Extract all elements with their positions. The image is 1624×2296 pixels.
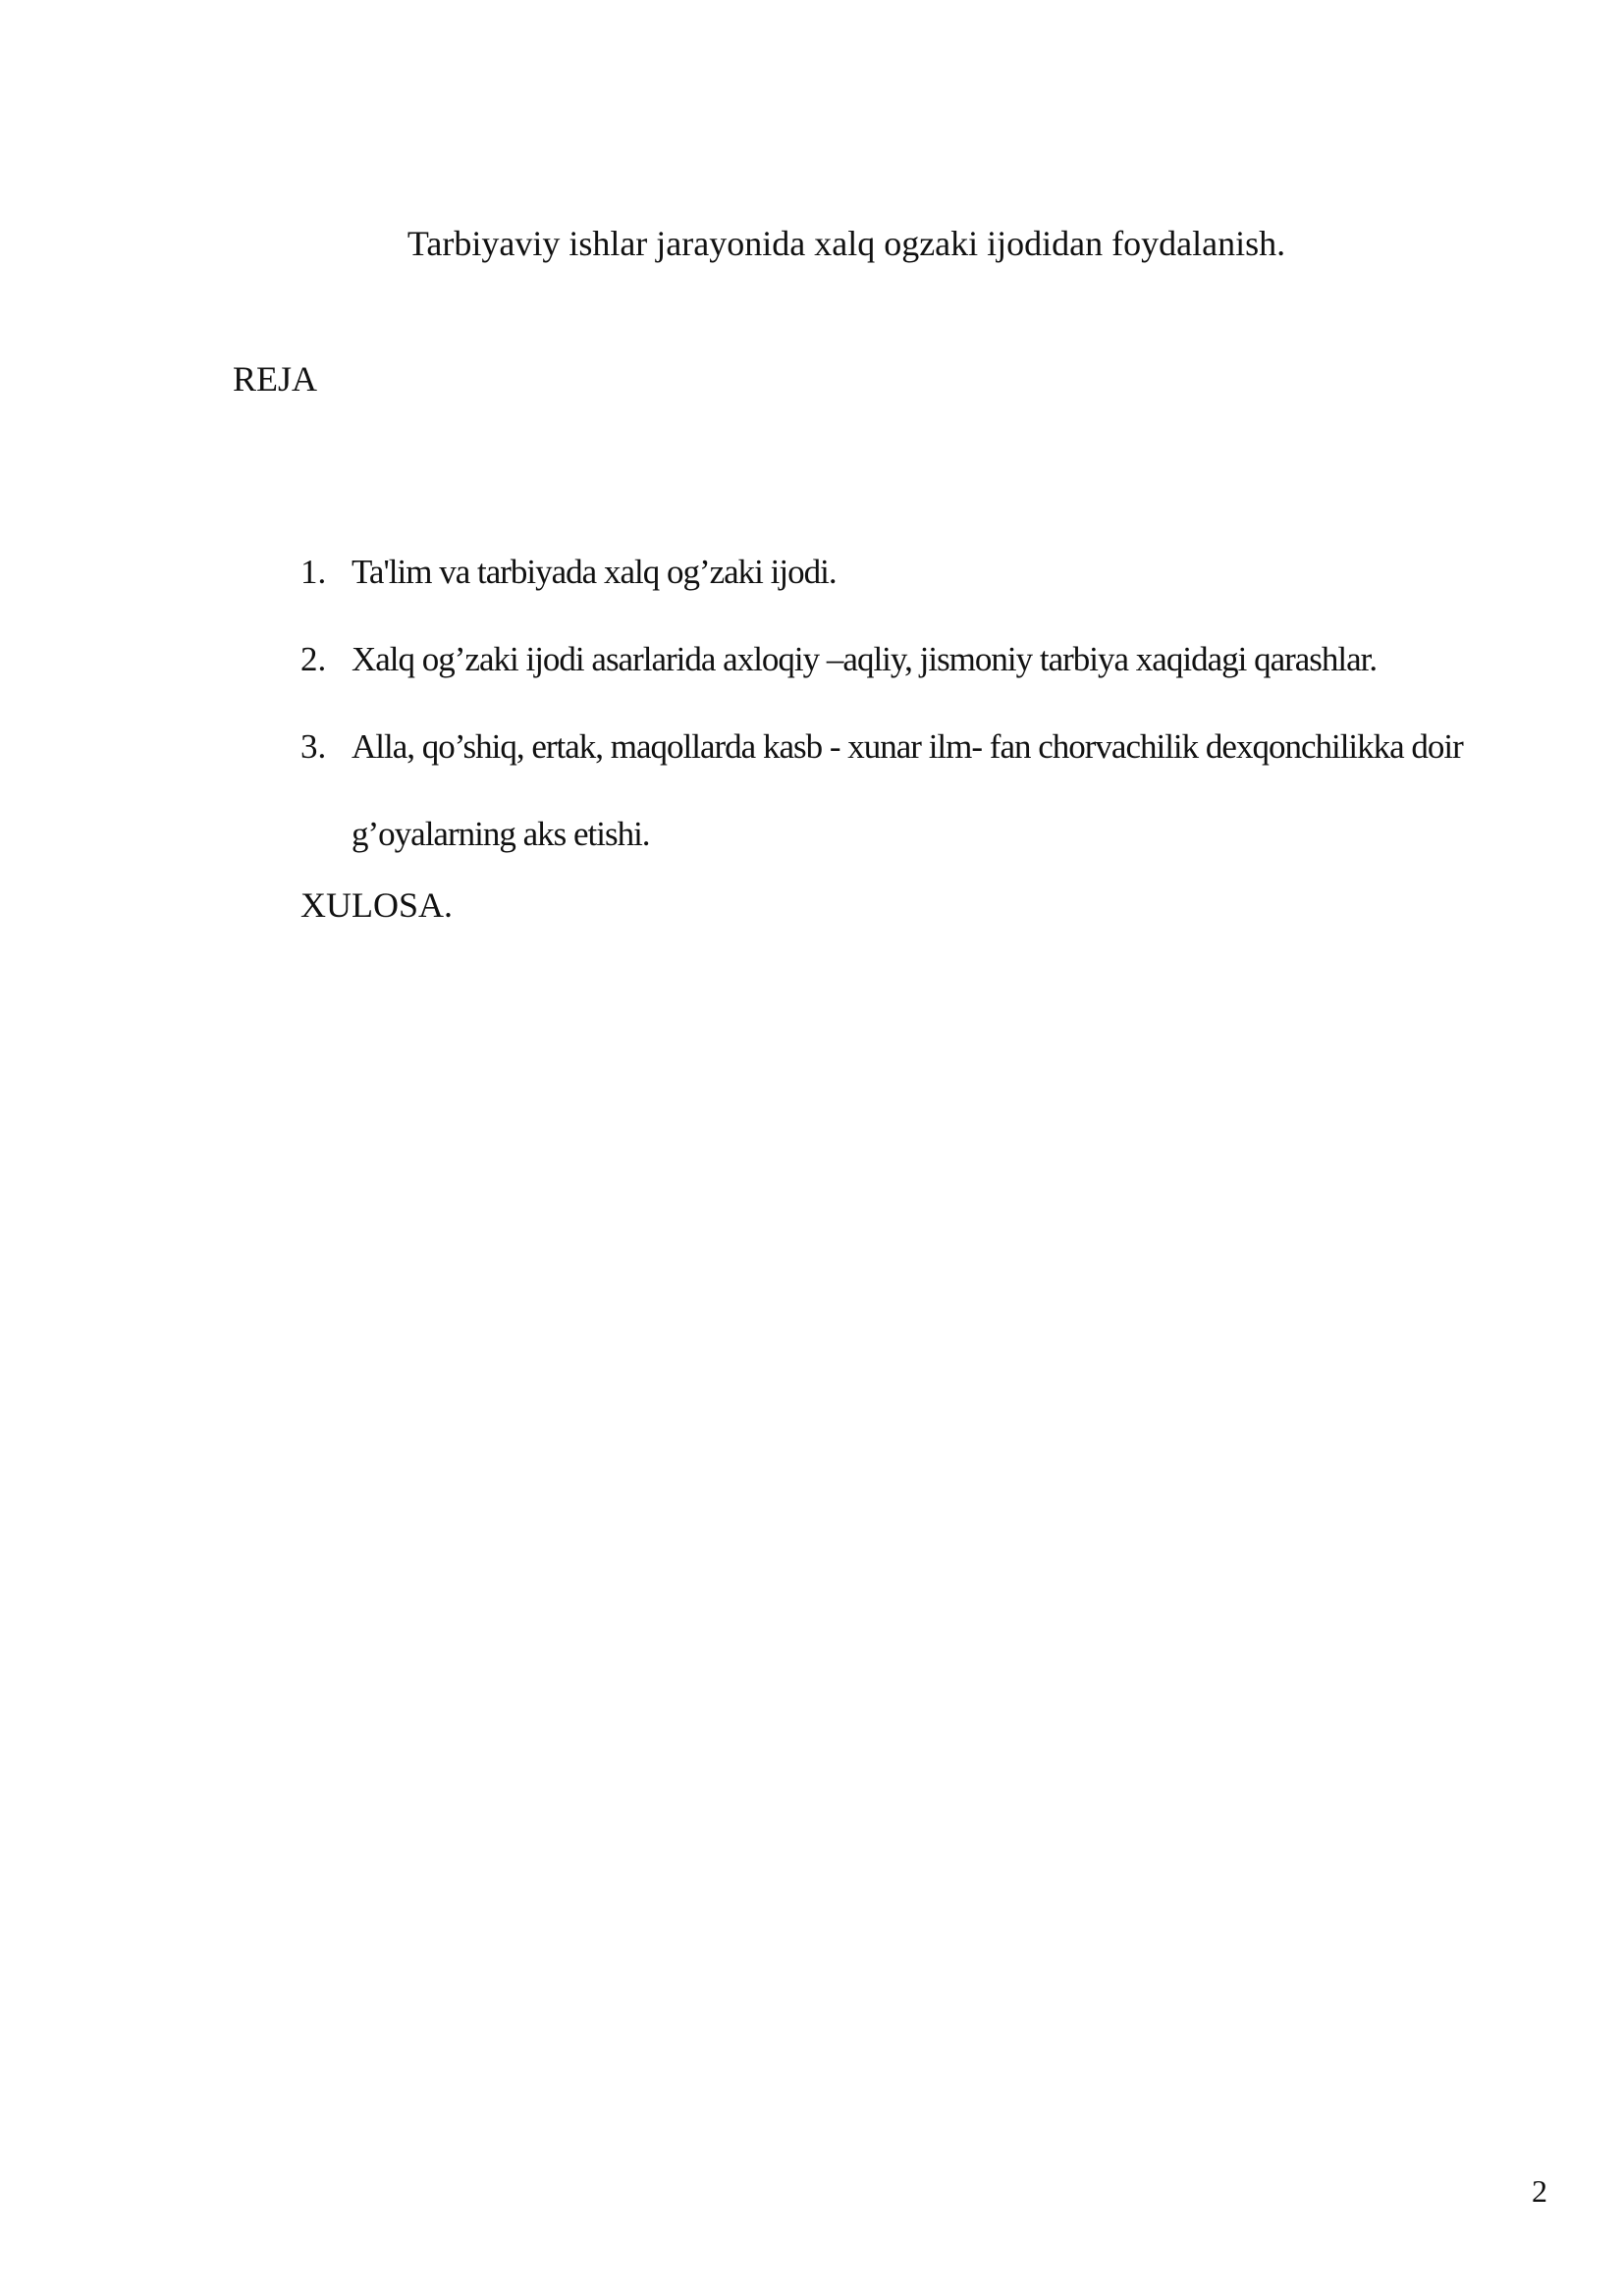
- plan-item-text: Ta'lim va tarbiyada xalq og’zaki ijodi.: [352, 553, 837, 591]
- plan-item-2: [300, 615, 1538, 703]
- plan-item-text: Xalq og’zaki ijodi asarlarida axloqiy –aqliy, jismoniy tarbiya xaqidagi qarashlar.: [352, 640, 1378, 678]
- plan-item-1: [300, 528, 1538, 615]
- page-number: 2: [1532, 2173, 1547, 2209]
- conclusion-heading: XULOSA.: [300, 885, 454, 925]
- plan-list: [300, 528, 1538, 878]
- plan-item-text: Alla, qo’shiq, ertak, maqollarda kasb - xunar ilm- fan chorvachilik dexqonchilikka doir g’oyalarning aks etishi.: [352, 727, 1463, 853]
- plan-item-number: 3.: [300, 727, 327, 766]
- plan-item-number: 2.: [300, 640, 327, 678]
- plan-item-3: [300, 703, 1538, 878]
- plan-heading: REJA: [233, 359, 318, 399]
- document-title: Tarbiyaviy ishlar jarayonida xalq ogzaki ijodidan foydalanish.: [406, 224, 1286, 263]
- plan-item-number: 1.: [300, 553, 327, 591]
